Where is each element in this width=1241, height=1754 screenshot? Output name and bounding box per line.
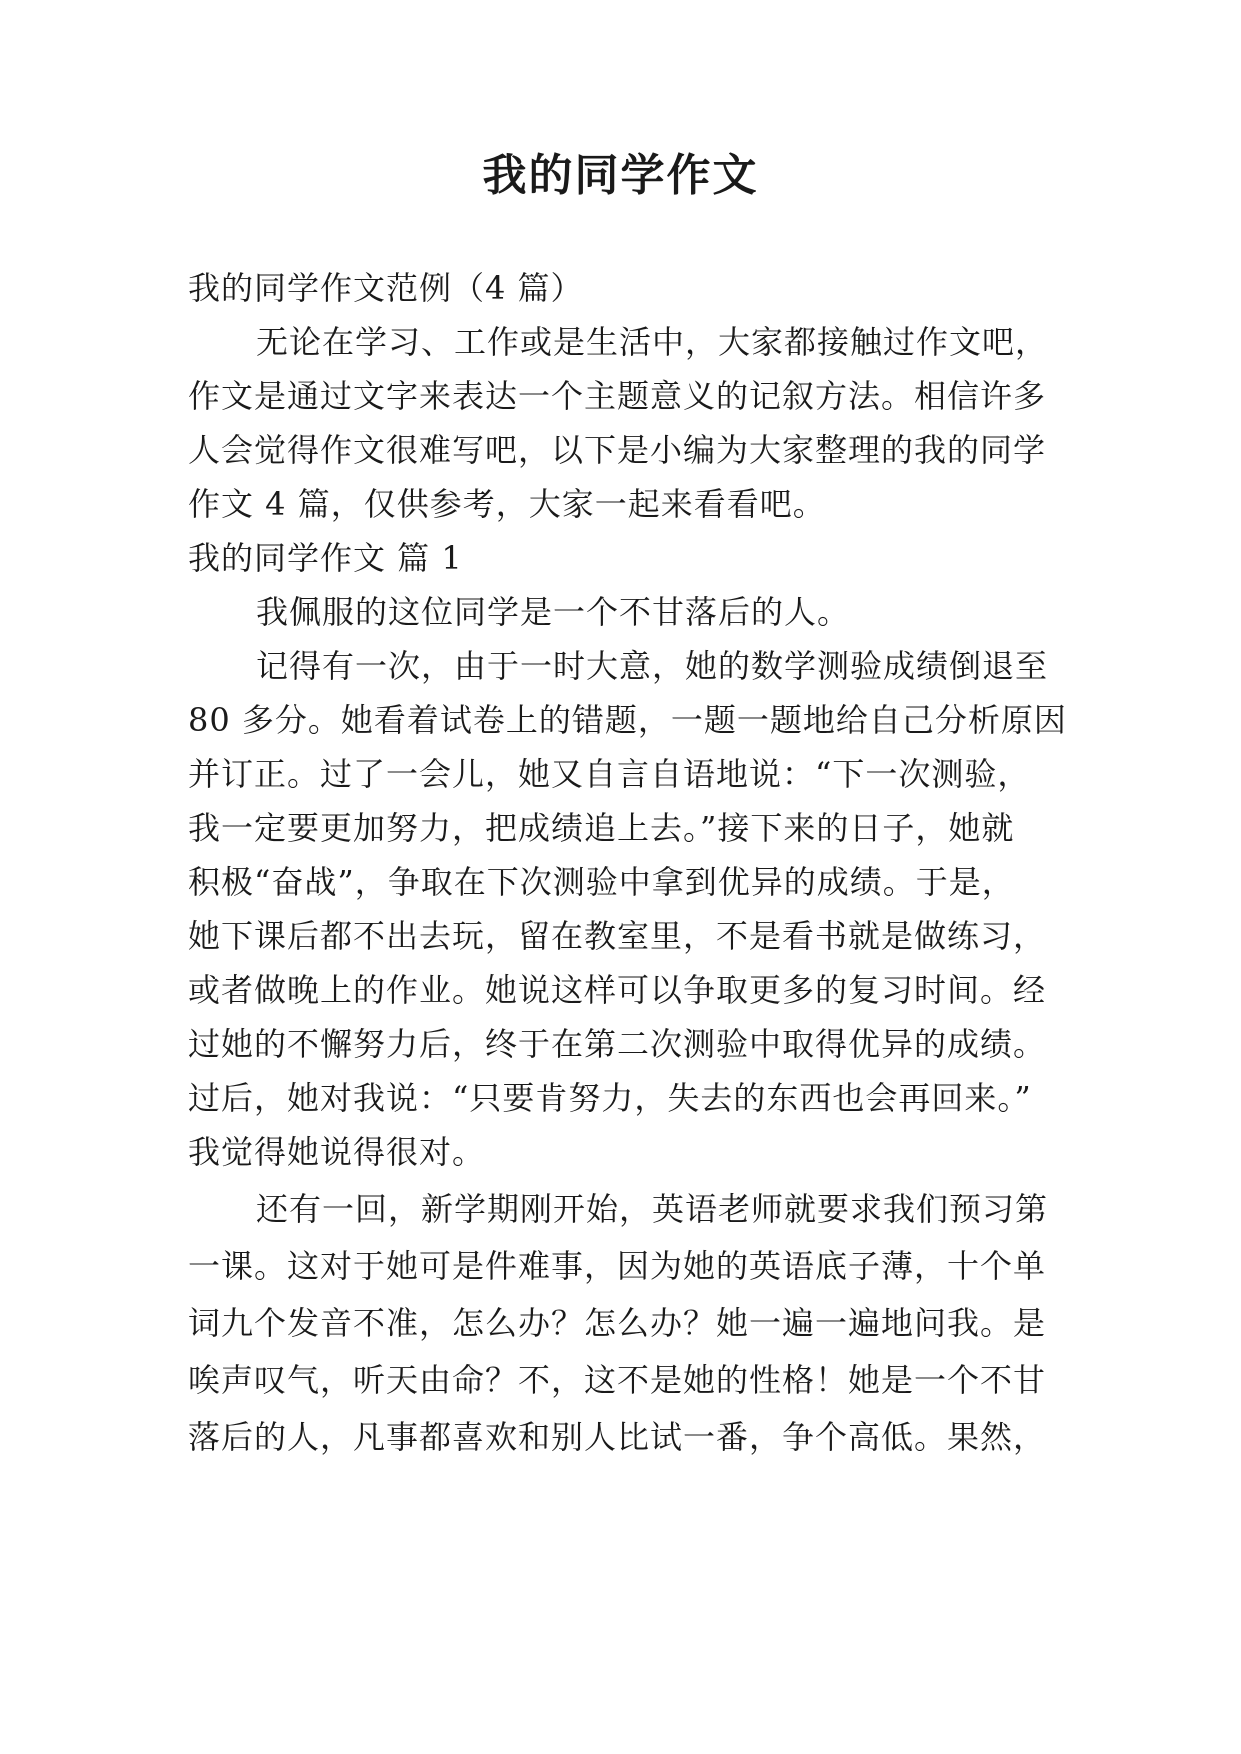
paragraph-line: 我佩服的这位同学是一个不甘落后的人。 — [256, 593, 851, 631]
paragraph-line: 过她的不懈努力后，终于在第二次测验中取得优异的成绩。 — [188, 1025, 1047, 1063]
paragraph-line: 记得有一次，由于一时大意，她的数学测验成绩倒退至 — [256, 647, 1049, 685]
paragraph-line: 过后，她对我说：“只要肯努力，失去的东西也会再回来。” — [188, 1079, 1032, 1117]
paragraph-line: 唉声叹气，听天由命？不，这不是她的性格！她是一个不甘 — [188, 1361, 1047, 1399]
paragraph-line: 作文 4 篇，仅供参考，大家一起来看看吧。 — [188, 485, 826, 523]
paragraph-line: 无论在学习、工作或是生活中，大家都接触过作文吧， — [256, 323, 1049, 361]
paragraph-line: 我觉得她说得很对。 — [188, 1133, 486, 1171]
paragraph-line: 作文是通过文字来表达一个主题意义的记叙方法。相信许多 — [188, 377, 1047, 415]
document-title: 我的同学作文 — [482, 150, 759, 201]
paragraph-line: 一课。这对于她可是件难事，因为她的英语底子薄，十个单 — [188, 1247, 1047, 1285]
paragraph-line: 并订正。过了一会儿，她又自言自语地说：“下一次测验， — [188, 755, 1031, 793]
paragraph-line: 80 多分。她看着试卷上的错题，一题一题地给自己分析原因 — [188, 701, 1067, 739]
section-heading: 我的同学作文 篇 1 — [188, 539, 463, 577]
paragraph-line: 词九个发音不准，怎么办？怎么办？她一遍一遍地问我。是 — [188, 1304, 1047, 1342]
paragraph-line: 还有一回，新学期刚开始，英语老师就要求我们预习第 — [256, 1190, 1049, 1228]
paragraph-line: 人会觉得作文很难写吧，以下是小编为大家整理的我的同学 — [188, 431, 1047, 469]
paragraph-line: 她下课后都不出去玩，留在教室里，不是看书就是做练习， — [188, 917, 1047, 955]
subtitle-line: 我的同学作文范例（4 篇） — [188, 269, 584, 307]
paragraph-line: 或者做晚上的作业。她说这样可以争取更多的复习时间。经 — [188, 971, 1047, 1009]
paragraph-line: 积极“奋战”，争取在下次测验中拿到优异的成绩。于是， — [188, 863, 1015, 901]
paragraph-line: 我一定要更加努力，把成绩追上去。”接下来的日子，她就 — [188, 809, 1015, 847]
paragraph-line: 落后的人，凡事都喜欢和别人比试一番，争个高低。果然， — [188, 1418, 1047, 1456]
